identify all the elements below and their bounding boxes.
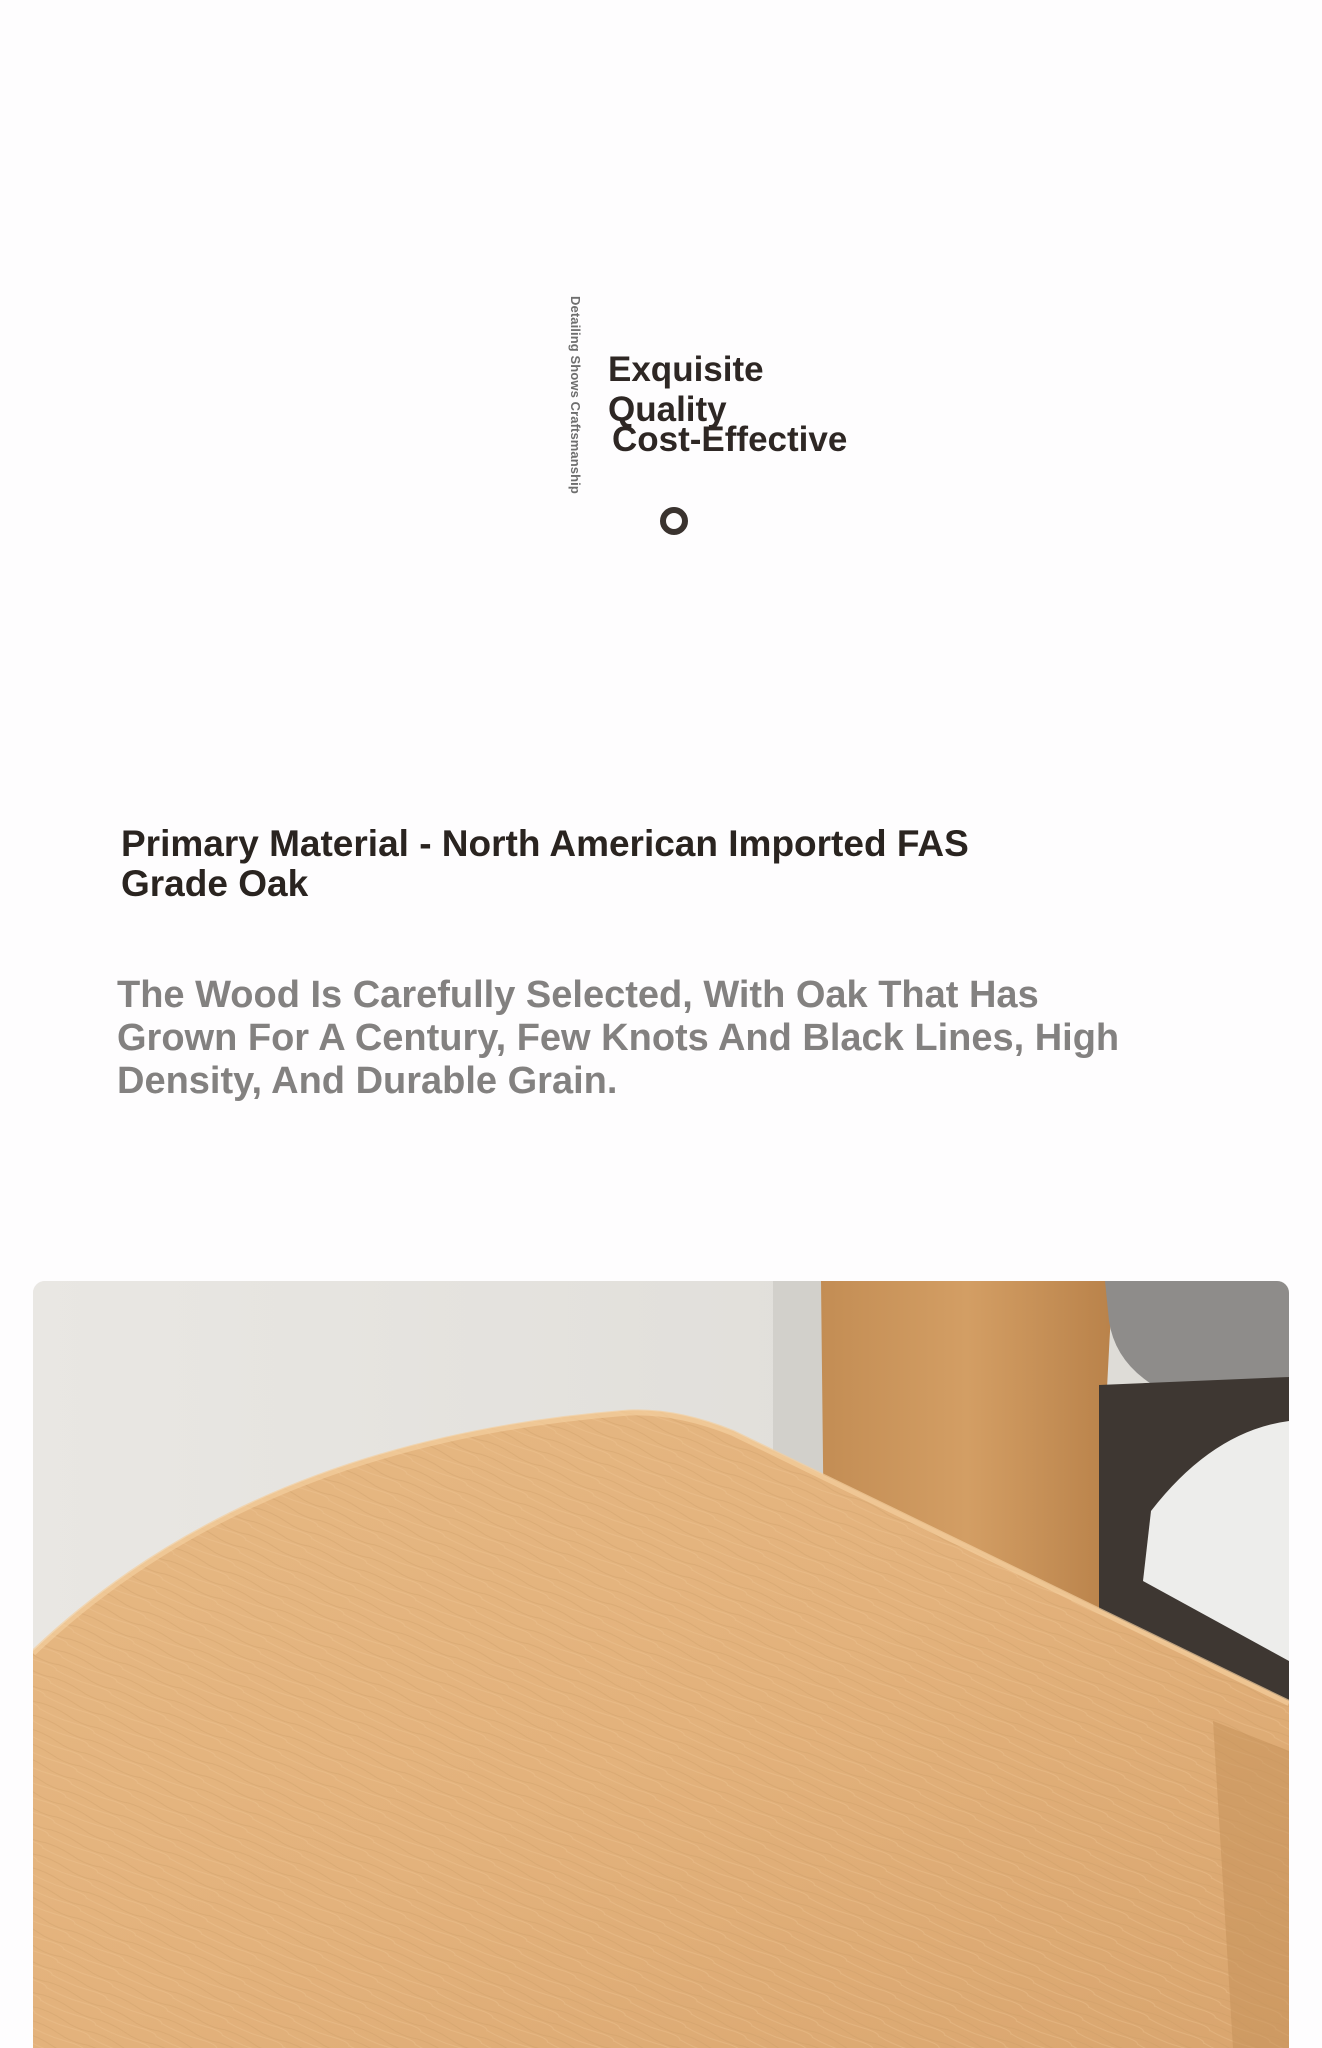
material-title: Primary Material - North American Imported FAS Grade Oak [121,823,969,904]
oak-nightstand-photo [33,1281,1289,2048]
material-description: The Wood Is Carefully Selected, With Oak That Has Grown For A Century, Few Knots And Black Lines, High Density, And Durable Grain. [117,974,1120,1102]
feature-heading-exquisite-quality: Exquisite Quality [608,350,764,429]
feature-heading-cost-effective: Cost-Effective [612,420,848,459]
vertical-tagline: Detailing Shows Craftsmanship [568,296,583,494]
ring-icon [660,507,688,535]
